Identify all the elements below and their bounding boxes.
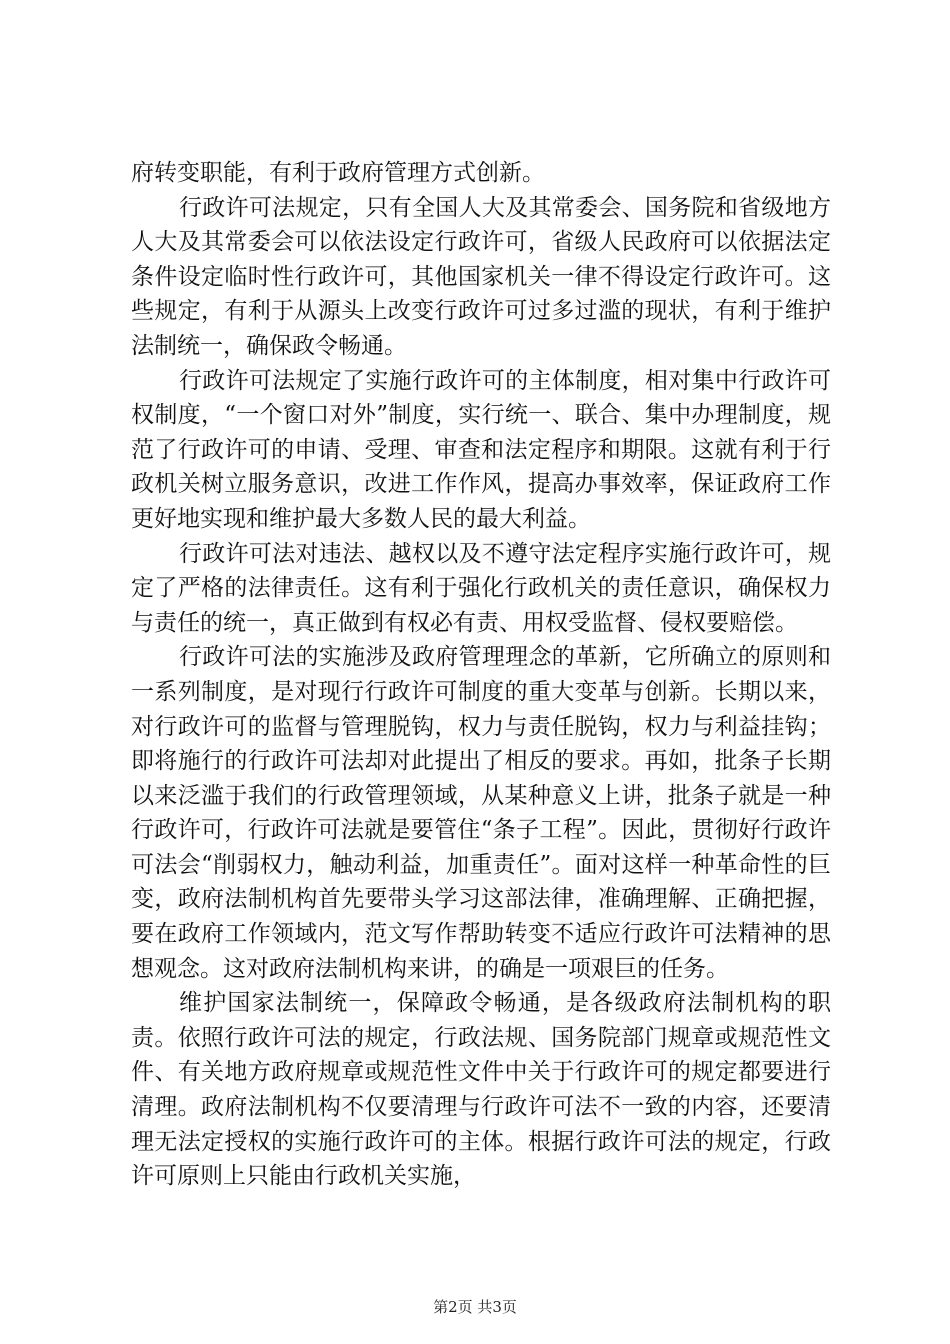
page-footer: 第2页 共3页 xyxy=(433,1298,517,1316)
paragraph-6: 维护国家法制统一，保障政令畅通，是各级政府法制机构的职责。依照行政许可法的规定，行政法规、国务院部门规章或规范性文件、有关地方政府规章或规范性文件中关于行政许可的规定都要进行清理。政府法制机构不仅要清理与行政许可法不一致的内容，还要清理无法定授权的实施行政许可的主体。根据行政许可法的规定，行政许可原则上只能由行政机关实施， xyxy=(131,990,831,1190)
paragraph-2: 行政许可法规定，只有全国人大及其常委会、国务院和省级地方人大及其常委会可以依法设定行政许可，省级人民政府可以依据法定条件设定临时性行政许可，其他国家机关一律不得设定行政许可。这些规定，有利于从源头上改变行政许可过多过滥的现状，有利于维护法制统一，确保政令畅通。 xyxy=(131,194,831,359)
document-body xyxy=(131,156,831,1194)
paragraph-1: 府转变职能，有利于政府管理方式创新。 xyxy=(131,160,545,186)
paragraph-3: 行政许可法规定了实施行政许可的主体制度，相对集中行政许可权制度，“一个窗口对外”制度，实行统一、联合、集中办理制度，规范了行政许可的申请、受理、审查和法定程序和期限。这就有利于行政机关树立服务意识，改进工作作风，提高办事效率，保证政府工作更好地实现和维护最大多数人民的最大利益。 xyxy=(131,367,831,532)
paragraph-4: 行政许可法对违法、越权以及不遵守法定程序实施行政许可，规定了严格的法律责任。这有利于强化行政机关的责任意识，确保权力与责任的统一，真正做到有权必有责、用权受监督、侵权要赔偿。 xyxy=(131,540,831,636)
paragraph-5: 行政许可法的实施涉及政府管理理念的革新，它所确立的原则和一系列制度，是对现行行政许可制度的重大变革与创新。长期以来，对行政许可的监督与管理脱钩，权力与责任脱钩，权力与利益挂钩；即将施行的行政许可法却对此提出了相反的要求。再如，批条子长期以来泛滥于我们的行政管理领域，从某种意义上讲，批条子就是一种行政许可，行政许可法就是要管住“条子工程”。因此，贯彻好行政许可法会“削弱权力，触动利益，加重责任”。面对这样一种革命性的巨变，政府法制机构首先要带头学习这部法律，准确理解、正确把握，要在政府工作领域内，范文写作帮助转变不适应行政许可法精神的思想观念。这对政府法制机构来讲，的确是一项艰巨的任务。 xyxy=(131,644,831,982)
